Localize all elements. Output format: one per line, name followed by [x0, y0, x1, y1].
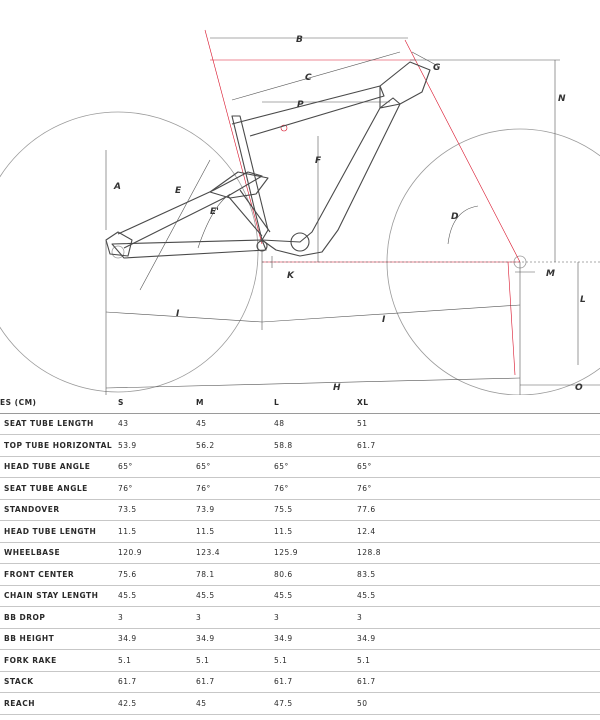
table-cell: 3	[196, 607, 274, 629]
dim-label-i: I	[382, 315, 386, 325]
table-cell: 125.9	[274, 542, 357, 564]
table-cell: 34.9	[118, 628, 196, 650]
dim-label-m: M	[546, 269, 555, 279]
table-cell: 120.9	[118, 542, 196, 564]
table-cell: 45.5	[118, 585, 196, 607]
header-unit: ES (CM)	[0, 392, 118, 413]
dim-label-l: L	[580, 295, 586, 305]
table-row	[0, 693, 600, 715]
table-row	[0, 542, 600, 564]
table-cell: 5.1	[196, 650, 274, 672]
dim-label-o: N	[558, 94, 566, 104]
table-header-row	[0, 392, 600, 413]
table-cell: 45	[196, 413, 274, 435]
head-tube	[380, 62, 430, 108]
table-row	[0, 671, 600, 693]
table-cell: 56.2	[196, 435, 274, 457]
header-size-s: S	[118, 392, 196, 413]
row-label: WHEELBASE	[0, 542, 118, 564]
row-label: SEAT TUBE ANGLE	[0, 478, 118, 500]
dim-label-p: P	[297, 100, 304, 110]
table-cell: 61.7	[196, 671, 274, 693]
table-cell: 65°	[357, 456, 600, 478]
fork-rake-line	[508, 262, 515, 375]
table-cell: 75.6	[118, 564, 196, 586]
dim-label-h: H	[333, 383, 341, 393]
table-cell: 65°	[196, 456, 274, 478]
geometry-table	[0, 392, 600, 715]
table-cell: 5.1	[274, 650, 357, 672]
dim-label-k: K	[287, 271, 294, 281]
dim-label-f: F	[315, 156, 322, 166]
row-label: TOP TUBE HORIZONTAL	[0, 435, 118, 457]
table-cell: 58.8	[274, 435, 357, 457]
row-label: FRONT CENTER	[0, 564, 118, 586]
table-cell: 34.9	[196, 628, 274, 650]
dim-line-i	[262, 305, 520, 322]
table-row	[0, 456, 600, 478]
main-frame	[262, 98, 400, 256]
table-cell: 42.5	[118, 693, 196, 715]
row-label: FORK RAKE	[0, 650, 118, 672]
table-cell: 3	[357, 607, 600, 629]
table-cell: 73.9	[196, 499, 274, 521]
row-label: BB DROP	[0, 607, 118, 629]
table-cell: 65°	[118, 456, 196, 478]
header-size-m: M	[196, 392, 274, 413]
table-cell: 11.5	[118, 521, 196, 543]
table-cell: 51	[357, 413, 600, 435]
table-cell: 12.4	[357, 521, 600, 543]
table-cell: 80.6	[274, 564, 357, 586]
table-row	[0, 585, 600, 607]
table-cell: 3	[274, 607, 357, 629]
table-cell: 78.1	[196, 564, 274, 586]
row-label: CHAIN STAY LENGTH	[0, 585, 118, 607]
row-label: STANDOVER	[0, 499, 118, 521]
table-cell: 128.8	[357, 542, 600, 564]
table-cell: 45.5	[274, 585, 357, 607]
table-cell: 61.7	[274, 671, 357, 693]
table-cell: 83.5	[357, 564, 600, 586]
table-cell: 123.4	[196, 542, 274, 564]
table-cell: 75.5	[274, 499, 357, 521]
table-cell: 11.5	[196, 521, 274, 543]
table-cell: 73.5	[118, 499, 196, 521]
table-row	[0, 650, 600, 672]
table-cell: 76°	[196, 478, 274, 500]
table-row	[0, 521, 600, 543]
dim-label-e-prime: E'	[210, 207, 219, 217]
table-cell: 61.7	[357, 435, 600, 457]
table-row	[0, 478, 600, 500]
dim-label-d: D	[451, 212, 459, 222]
dim-line-e	[140, 160, 210, 290]
dim-line-c	[232, 52, 400, 100]
dim-label-c: C	[305, 73, 312, 83]
dim-label-j: I	[176, 309, 180, 319]
table-cell: 61.7	[118, 671, 196, 693]
row-label: HEAD TUBE ANGLE	[0, 456, 118, 478]
dim-line-j	[106, 312, 262, 322]
dim-label-g: G	[433, 63, 441, 73]
table-cell: 53.9	[118, 435, 196, 457]
table-row	[0, 435, 600, 457]
table-row	[0, 413, 600, 435]
table-cell: 45.5	[196, 585, 274, 607]
table-cell: 76°	[118, 478, 196, 500]
row-label: BB HEIGHT	[0, 628, 118, 650]
table-cell: 50	[357, 693, 600, 715]
table-cell: 45.5	[357, 585, 600, 607]
table-cell: 76°	[274, 478, 357, 500]
table-cell: 76°	[357, 478, 600, 500]
table-cell: 3	[118, 607, 196, 629]
dim-label-e: E	[175, 186, 182, 196]
row-label: HEAD TUBE LENGTH	[0, 521, 118, 543]
row-label: STACK	[0, 671, 118, 693]
table-cell: 65°	[274, 456, 357, 478]
table-cell: 34.9	[274, 628, 357, 650]
table-cell: 5.1	[118, 650, 196, 672]
table-row	[0, 628, 600, 650]
row-label: REACH	[0, 693, 118, 715]
table-cell: 11.5	[274, 521, 357, 543]
table-row	[0, 564, 600, 586]
dim-arc-e-prime	[198, 194, 230, 248]
bottom-bracket	[257, 241, 267, 251]
table-cell: 43	[118, 413, 196, 435]
table-cell: 47.5	[274, 693, 357, 715]
dim-label-a: A	[114, 182, 121, 192]
table-cell: 48	[274, 413, 357, 435]
table-cell: 34.9	[357, 628, 600, 650]
table-cell: 61.7	[357, 671, 600, 693]
table-row	[0, 607, 600, 629]
table-row	[0, 499, 600, 521]
row-label: SEAT TUBE LENGTH	[0, 413, 118, 435]
steering-axis-line	[405, 40, 520, 262]
header-size-xl: XL	[357, 392, 600, 413]
table-cell: 45	[196, 693, 274, 715]
table-cell: 5.1	[357, 650, 600, 672]
dim-label-b: B	[296, 35, 303, 45]
dim-label-n: O	[575, 383, 583, 393]
header-size-l: L	[274, 392, 357, 413]
table-cell: 77.6	[357, 499, 600, 521]
